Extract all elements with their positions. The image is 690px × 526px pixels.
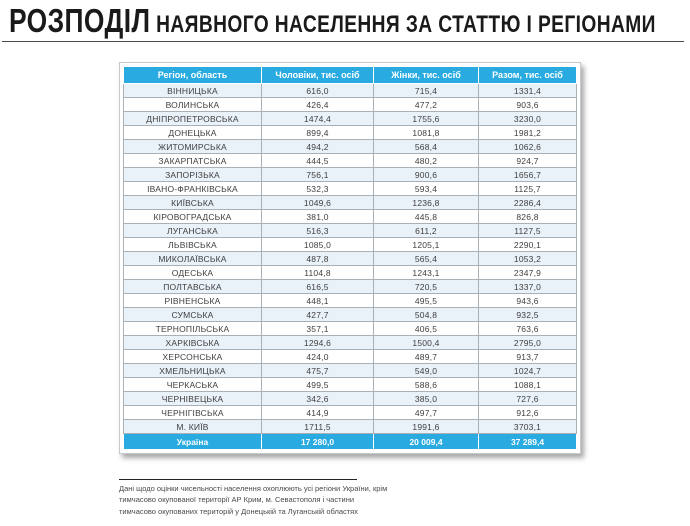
male-cell: 616,0 [262,84,374,98]
female-cell: 1236,8 [374,196,479,210]
total-cell: 943,6 [479,294,577,308]
female-cell: 489,7 [374,350,479,364]
male-cell: 1711,5 [262,420,374,434]
total-cell: 1337,0 [479,280,577,294]
region-cell: СУМСЬКА [124,308,262,322]
table-row [124,238,577,252]
total-cell: 2347,9 [479,266,577,280]
female-cell: 445,8 [374,210,479,224]
male-cell: 1085,0 [262,238,374,252]
table-row [124,252,577,266]
footer-total-cell: 37 289,4 [479,434,577,450]
male-cell: 532,3 [262,182,374,196]
region-cell: ХАРКІВСЬКА [124,336,262,350]
footnote-rule [119,479,357,480]
region-cell: ЛУГАНСЬКА [124,224,262,238]
total-cell: 727,6 [479,392,577,406]
male-cell: 616,5 [262,280,374,294]
region-cell: ТЕРНОПІЛЬСЬКА [124,322,262,336]
table-row [124,350,577,364]
region-cell: ЛЬВІВСЬКА [124,238,262,252]
region-cell: ЗАКАРПАТСЬКА [124,154,262,168]
total-cell: 763,6 [479,322,577,336]
col-header-female: Жінки, тис. осіб [374,67,479,84]
table-row [124,420,577,434]
male-cell: 342,6 [262,392,374,406]
total-cell: 1127,5 [479,224,577,238]
col-header-male: Чоловіки, тис. осіб [262,67,374,84]
table-row [124,140,577,154]
table-row [124,182,577,196]
male-cell: 448,1 [262,294,374,308]
population-table [123,66,577,450]
total-cell: 1981,2 [479,126,577,140]
female-cell: 495,5 [374,294,479,308]
male-cell: 357,1 [262,322,374,336]
region-cell: ЧЕРКАСЬКА [124,378,262,392]
region-cell: ДОНЕЦЬКА [124,126,262,140]
region-cell: ЖИТОМИРСЬКА [124,140,262,154]
total-cell: 2286,4 [479,196,577,210]
table-header-row [124,67,577,84]
table-row [124,98,577,112]
total-cell: 1331,4 [479,84,577,98]
male-cell: 1474,4 [262,112,374,126]
footnote-text: Дані щодо оцінки чисельності населення охоплюють усі регіони України, крім тимчасово окупованої території АР Крим, м. Севастополя і частини тимчасово окупованих територій у Донецькій та Луганській областях [119,484,388,516]
region-cell: ДНІПРОПЕТРОВСЬКА [124,112,262,126]
region-cell: КІРОВОГРАДСЬКА [124,210,262,224]
female-cell: 477,2 [374,98,479,112]
female-cell: 480,2 [374,154,479,168]
table-footer-row [124,434,577,450]
female-cell: 611,2 [374,224,479,238]
col-header-total: Разом, тис. осіб [479,67,577,84]
footnote [119,479,391,517]
female-cell: 1081,8 [374,126,479,140]
table-row [124,84,577,98]
female-cell: 497,7 [374,406,479,420]
total-cell: 903,6 [479,98,577,112]
table-row [124,266,577,280]
table-body [124,84,577,434]
female-cell: 588,6 [374,378,479,392]
female-cell: 1991,6 [374,420,479,434]
table-row [124,196,577,210]
table-row [124,154,577,168]
female-cell: 406,5 [374,322,479,336]
total-cell: 932,5 [479,308,577,322]
total-cell: 2795,0 [479,336,577,350]
table-row [124,392,577,406]
col-header-region: Регіон, область [124,67,262,84]
total-cell: 3230,0 [479,112,577,126]
total-cell: 1656,7 [479,168,577,182]
male-cell: 1294,6 [262,336,374,350]
region-cell: ЧЕРНІВЕЦЬКА [124,392,262,406]
table-row [124,308,577,322]
total-cell: 912,6 [479,406,577,420]
female-cell: 1755,6 [374,112,479,126]
region-cell: ЧЕРНІГІВСЬКА [124,406,262,420]
table-card [119,62,581,454]
male-cell: 444,5 [262,154,374,168]
total-cell: 2290,1 [479,238,577,252]
female-cell: 568,4 [374,140,479,154]
footer-female-cell: 20 009,4 [374,434,479,450]
female-cell: 1205,1 [374,238,479,252]
table-row [124,224,577,238]
title-lead: РОЗПОДІЛ [9,2,151,39]
female-cell: 1243,1 [374,266,479,280]
total-cell: 1062,6 [479,140,577,154]
region-cell: ПОЛТАВСЬКА [124,280,262,294]
female-cell: 565,4 [374,252,479,266]
male-cell: 1104,8 [262,266,374,280]
total-cell: 1053,2 [479,252,577,266]
table-row [124,168,577,182]
male-cell: 414,9 [262,406,374,420]
region-cell: ЗАПОРІЗЬКА [124,168,262,182]
total-cell: 1125,7 [479,182,577,196]
female-cell: 900,6 [374,168,479,182]
region-cell: РІВНЕНСЬКА [124,294,262,308]
total-cell: 826,8 [479,210,577,224]
male-cell: 1049,6 [262,196,374,210]
female-cell: 504,8 [374,308,479,322]
male-cell: 475,7 [262,364,374,378]
total-cell: 1088,1 [479,378,577,392]
region-cell: ХМЕЛЬНИЦЬКА [124,364,262,378]
male-cell: 756,1 [262,168,374,182]
male-cell: 427,7 [262,308,374,322]
female-cell: 549,0 [374,364,479,378]
male-cell: 494,2 [262,140,374,154]
male-cell: 899,4 [262,126,374,140]
female-cell: 1500,4 [374,336,479,350]
title-underline [2,41,684,42]
region-cell: ХЕРСОНСЬКА [124,350,262,364]
total-cell: 1024,7 [479,364,577,378]
male-cell: 424,0 [262,350,374,364]
title-rest: НАЯВНОГО НАСЕЛЕННЯ ЗА СТАТТЮ І РЕГІОНАМИ [150,11,656,38]
table-row [124,112,577,126]
region-cell: М. КИЇВ [124,420,262,434]
table-row [124,406,577,420]
male-cell: 426,4 [262,98,374,112]
table-row [124,322,577,336]
total-cell: 913,7 [479,350,577,364]
region-cell: ІВАНО-ФРАНКІВСЬКА [124,182,262,196]
table-row [124,126,577,140]
table-row [124,378,577,392]
male-cell: 499,5 [262,378,374,392]
male-cell: 381,0 [262,210,374,224]
table-row [124,364,577,378]
footer-male-cell: 17 280,0 [262,434,374,450]
footer-region-cell: Україна [124,434,262,450]
region-cell: КИЇВСЬКА [124,196,262,210]
region-cell: ВІННИЦЬКА [124,84,262,98]
female-cell: 593,4 [374,182,479,196]
male-cell: 487,8 [262,252,374,266]
male-cell: 516,3 [262,224,374,238]
region-cell: МИКОЛАЇВСЬКА [124,252,262,266]
total-cell: 924,7 [479,154,577,168]
region-cell: ОДЕСЬКА [124,266,262,280]
table-row [124,210,577,224]
female-cell: 715,4 [374,84,479,98]
table-row [124,336,577,350]
female-cell: 720,5 [374,280,479,294]
region-cell: ВОЛИНСЬКА [124,98,262,112]
total-cell: 3703,1 [479,420,577,434]
table-row [124,280,577,294]
female-cell: 385,0 [374,392,479,406]
table-row [124,294,577,308]
